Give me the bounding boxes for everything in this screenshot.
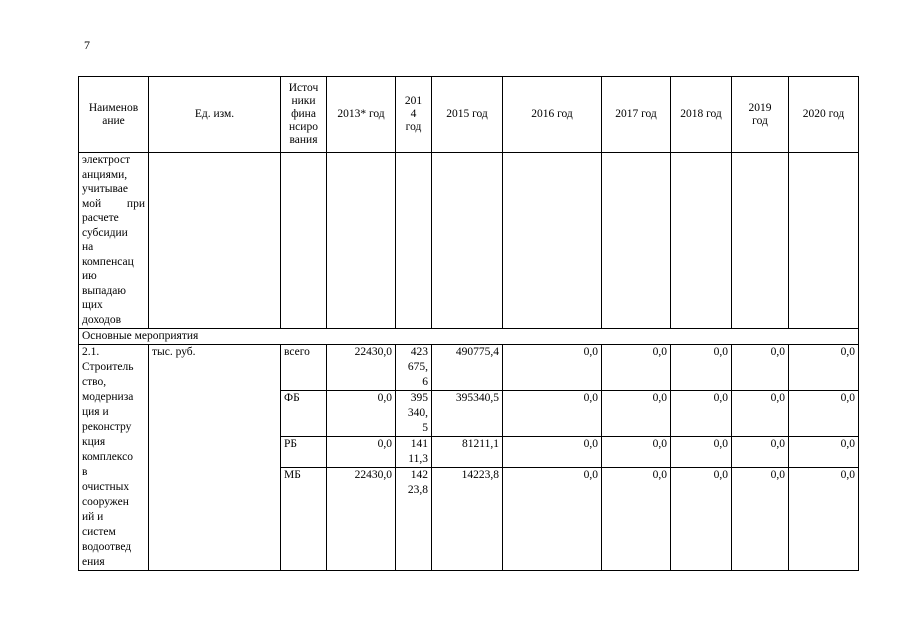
cell-2015: 395340,5: [432, 391, 503, 437]
header-2016: 2016 год: [503, 77, 602, 153]
cell-2016: 0,0: [503, 437, 602, 468]
section-row: [79, 329, 859, 345]
header-2014: 201 4 год: [396, 77, 432, 153]
cell-2018: 0,0: [671, 391, 732, 437]
cell-2013: 22430,0: [327, 345, 396, 391]
cell-2019: 0,0: [732, 468, 789, 571]
measure-unit: тыс. руб.: [149, 345, 281, 571]
cell-2013: 0,0: [327, 437, 396, 468]
cell-2015: 490775,4: [432, 345, 503, 391]
table-row: [79, 345, 859, 391]
cell-2013: 22430,0: [327, 468, 396, 571]
header-2020: 2020 год: [789, 77, 859, 153]
continued-name: электрост анциями, учитывае мой при расчете субсидии на компенсац ию выпадаю щих доходов: [79, 153, 149, 329]
header-2017: 2017 год: [602, 77, 671, 153]
header-2013: 2013* год: [327, 77, 396, 153]
header-unit: Ед. изм.: [149, 77, 281, 153]
cell-2019: 0,0: [732, 391, 789, 437]
cell-2015: 81211,1: [432, 437, 503, 468]
header-2018: 2018 год: [671, 77, 732, 153]
cell-2016: 0,0: [503, 345, 602, 391]
cell-2014: 395 340, 5: [396, 391, 432, 437]
header-2015: 2015 год: [432, 77, 503, 153]
cell-2014: 423 675, 6: [396, 345, 432, 391]
cell-2020: 0,0: [789, 345, 859, 391]
header-row: [79, 77, 859, 153]
cell-2015: 14223,8: [432, 468, 503, 571]
cell-2013: 0,0: [327, 391, 396, 437]
cell-2014: 142 23,8: [396, 468, 432, 571]
cell-2020: 0,0: [789, 437, 859, 468]
continued-row: [79, 153, 859, 329]
cell-2020: 0,0: [789, 391, 859, 437]
cell-source: ФБ: [281, 391, 327, 437]
cell-source: всего: [281, 345, 327, 391]
cell-2017: 0,0: [602, 345, 671, 391]
funding-table: [78, 76, 859, 571]
cell-2018: 0,0: [671, 468, 732, 571]
cell-source: МБ: [281, 468, 327, 571]
header-source: Источ ники фина нсиро вания: [281, 77, 327, 153]
cell-2016: 0,0: [503, 468, 602, 571]
header-2019: 2019 год: [732, 77, 789, 153]
cell-2018: 0,0: [671, 437, 732, 468]
page-number: 7: [84, 38, 90, 52]
cell-2016: 0,0: [503, 391, 602, 437]
header-name: Наименов ание: [79, 77, 149, 153]
cell-2017: 0,0: [602, 437, 671, 468]
cell-2019: 0,0: [732, 437, 789, 468]
cell-2019: 0,0: [732, 345, 789, 391]
cell-2014: 141 11,3: [396, 437, 432, 468]
measure-name: 2.1. Строитель ство, модерниза ция и реконстру кция комплексо в очистных сооружен ий и систем водоотвед ения: [79, 345, 149, 571]
cell-2020: 0,0: [789, 468, 859, 571]
cell-2017: 0,0: [602, 468, 671, 571]
cell-2017: 0,0: [602, 391, 671, 437]
cell-2018: 0,0: [671, 345, 732, 391]
cell-source: РБ: [281, 437, 327, 468]
section-title: Основные мероприятия: [79, 329, 859, 345]
